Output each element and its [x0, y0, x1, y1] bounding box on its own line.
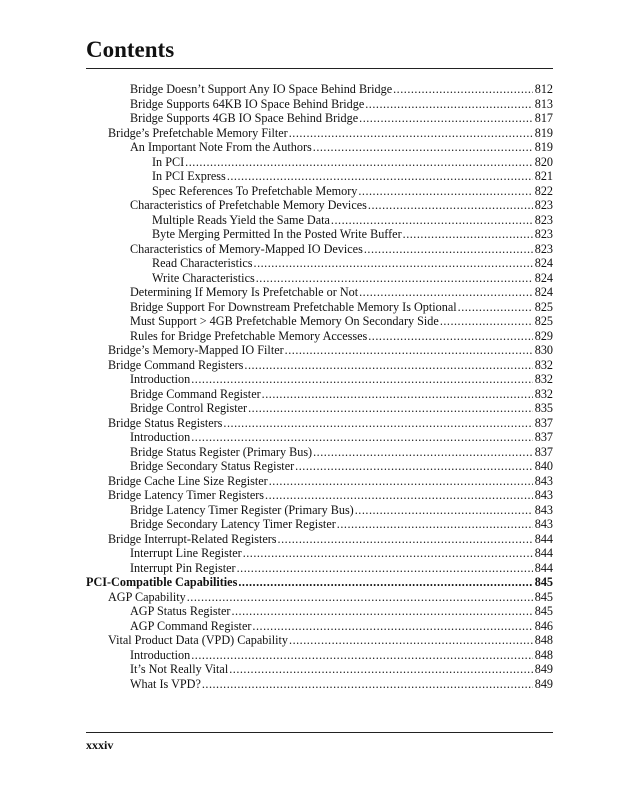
- toc-entry: [86, 271, 553, 286]
- dot-leader: [262, 387, 533, 402]
- dot-leader: [359, 111, 533, 126]
- dot-leader: [256, 271, 533, 286]
- toc-entry-page: 846: [534, 618, 553, 633]
- toc-entry-title: Characteristics of Prefetchable Memory Devices: [130, 198, 367, 212]
- toc-entry: [86, 372, 553, 387]
- dot-leader: [185, 155, 533, 170]
- toc-entry-title: Introduction: [130, 647, 191, 662]
- toc-entry: [86, 213, 553, 228]
- dot-leader: [252, 619, 532, 634]
- dot-leader: [364, 242, 533, 257]
- toc-entry: [86, 503, 553, 518]
- toc-entry-page: 823: [534, 227, 553, 241]
- dot-leader: [227, 169, 533, 184]
- toc-entry-page: 824: [534, 285, 553, 299]
- toc-entry: [86, 474, 553, 489]
- dot-leader: [368, 198, 533, 213]
- toc-entry-title: Bridge Status Registers: [108, 415, 223, 430]
- toc-entry-page: 830: [534, 343, 553, 357]
- dot-leader: [289, 126, 533, 141]
- toc-entry-title: Spec References To Prefetchable Memory: [152, 183, 358, 198]
- toc-entry: [86, 648, 553, 663]
- dot-leader: [202, 677, 533, 692]
- toc-entry-title: It’s Not Really Vital: [130, 662, 229, 676]
- toc-entry-page: 823: [534, 241, 553, 256]
- toc-entry-page: 823: [534, 212, 553, 227]
- dot-leader: [289, 633, 533, 648]
- toc-entry: [86, 619, 553, 634]
- toc-entry-page: 812: [534, 82, 553, 96]
- footer-rule: [86, 732, 553, 733]
- toc-entry-title: What Is VPD?: [130, 676, 201, 691]
- toc-entry: [86, 401, 553, 416]
- dot-leader: [191, 372, 532, 387]
- dot-leader: [393, 82, 533, 97]
- toc-entry-title: Vital Product Data (VPD) Capability: [108, 633, 289, 647]
- toc-entry-title: Bridge’s Prefetchable Memory Filter: [108, 125, 288, 140]
- dot-leader: [285, 343, 533, 358]
- toc-entry-title: Write Characteristics: [152, 270, 255, 285]
- toc-entry-title: An Important Note From the Authors: [130, 140, 312, 154]
- toc-entry: [86, 314, 553, 329]
- toc-entry: [86, 184, 553, 199]
- toc-entry: [86, 561, 553, 576]
- toc-entry: [86, 242, 553, 257]
- toc-entry: [86, 285, 553, 300]
- toc-entry: [86, 459, 553, 474]
- toc-entry-page: 845: [534, 575, 553, 589]
- toc-entry: [86, 532, 553, 547]
- toc-entry-page: 819: [534, 140, 553, 154]
- toc-entry-page: 825: [534, 299, 553, 314]
- toc-entry-page: 840: [534, 459, 553, 473]
- toc-entry-title: Characteristics of Memory-Mapped IO Devices: [130, 241, 363, 256]
- toc-entry-title: Bridge Latency Timer Register (Primary Bus): [130, 502, 354, 517]
- toc-entry: [86, 155, 553, 170]
- dot-leader: [359, 285, 533, 300]
- toc-entry: [86, 329, 553, 344]
- toc-entry-page: 843: [534, 517, 553, 531]
- dot-leader: [223, 416, 532, 431]
- toc-entry-title: Byte Merging Permitted In the Posted Write Buffer: [152, 227, 402, 241]
- toc-entry-title: Bridge’s Memory-Mapped IO Filter: [108, 343, 284, 357]
- toc-entry-page: 813: [534, 96, 553, 111]
- dot-leader: [331, 213, 533, 228]
- table-of-contents: [86, 82, 553, 691]
- toc-entry-title: Introduction: [130, 372, 191, 386]
- toc-entry-title: Rules for Bridge Prefetchable Memory Accesses: [130, 328, 368, 343]
- toc-entry: [86, 198, 553, 213]
- toc-entry: [86, 445, 553, 460]
- toc-entry-page: 835: [534, 401, 553, 415]
- dot-leader: [337, 517, 533, 532]
- toc-entry: [86, 575, 553, 590]
- toc-entry-page: 824: [534, 270, 553, 285]
- dot-leader: [368, 329, 532, 344]
- toc-entry: [86, 546, 553, 561]
- toc-entry-page: 822: [534, 183, 553, 198]
- dot-leader: [254, 256, 533, 271]
- toc-entry-page: 848: [534, 647, 553, 662]
- toc-entry: [86, 227, 553, 242]
- dot-leader: [358, 184, 532, 199]
- toc-entry-page: 843: [534, 488, 553, 502]
- toc-entry-page: 832: [534, 386, 553, 401]
- toc-entry: [86, 677, 553, 692]
- toc-entry-title: Bridge Command Registers: [108, 357, 244, 372]
- toc-entry: [86, 416, 553, 431]
- toc-entry: [86, 590, 553, 605]
- toc-entry: [86, 604, 553, 619]
- toc-entry-title: PCI-Compatible Capabilities: [86, 575, 238, 589]
- toc-entry: [86, 517, 553, 532]
- toc-entry-title: Must Support > 4GB Prefetchable Memory On Secondary Side: [130, 314, 439, 328]
- toc-entry-title: In PCI: [152, 154, 185, 169]
- toc-entry-title: Bridge Control Register: [130, 401, 248, 415]
- dot-leader: [440, 314, 533, 329]
- toc-entry-title: Multiple Reads Yield the Same Data: [152, 212, 330, 227]
- toc-entry-page: 832: [534, 372, 553, 386]
- dot-leader: [269, 474, 533, 489]
- toc-entry-title: Bridge Secondary Latency Timer Register: [130, 517, 336, 531]
- toc-entry-page: 821: [534, 169, 553, 183]
- dot-leader: [191, 648, 532, 663]
- dot-leader: [355, 503, 533, 518]
- toc-entry-page: 845: [534, 589, 553, 604]
- dot-leader: [313, 445, 533, 460]
- toc-entry: [86, 488, 553, 503]
- toc-entry-title: Bridge Status Register (Primary Bus): [130, 444, 313, 459]
- header-rule: [86, 68, 553, 69]
- dot-leader: [278, 532, 533, 547]
- toc-entry-title: Bridge Supports 4GB IO Space Behind Bridge: [130, 111, 359, 125]
- toc-entry-page: 823: [534, 198, 553, 212]
- toc-entry-page: 817: [534, 111, 553, 125]
- toc-entry-title: Bridge Supports 64KB IO Space Behind Bridge: [130, 96, 365, 111]
- page-title: Contents: [86, 37, 175, 62]
- toc-entry-title: Determining If Memory Is Prefetchable or Not: [130, 285, 359, 299]
- toc-entry-title: Bridge Cache Line Size Register: [108, 473, 268, 488]
- toc-entry: [86, 358, 553, 373]
- toc-entry-title: Introduction: [130, 430, 191, 444]
- toc-entry-title: AGP Command Register: [130, 618, 252, 633]
- dot-leader: [237, 561, 533, 576]
- dot-leader: [313, 140, 533, 155]
- dot-leader: [187, 590, 533, 605]
- toc-entry-page: 849: [534, 662, 553, 676]
- toc-entry: [86, 97, 553, 112]
- dot-leader: [248, 401, 533, 416]
- toc-entry: [86, 140, 553, 155]
- toc-entry-page: 829: [534, 328, 553, 343]
- toc-entry-page: 837: [534, 444, 553, 459]
- toc-entry-page: 824: [534, 256, 553, 270]
- dot-leader: [238, 575, 532, 590]
- dot-leader: [403, 227, 533, 242]
- dot-leader: [231, 604, 532, 619]
- toc-entry-title: Interrupt Line Register: [130, 546, 242, 560]
- toc-entry-page: 837: [534, 430, 553, 444]
- toc-entry-page: 825: [534, 314, 553, 328]
- toc-entry-title: Bridge Support For Downstream Prefetchable Memory Is Optional: [130, 299, 457, 314]
- toc-entry-page: 849: [534, 676, 553, 691]
- toc-entry: [86, 300, 553, 315]
- dot-leader: [191, 430, 532, 445]
- toc-entry-title: In PCI Express: [152, 169, 226, 183]
- toc-entry-page: 844: [534, 546, 553, 560]
- toc-entry-page: 820: [534, 154, 553, 169]
- toc-entry-page: 843: [534, 502, 553, 517]
- toc-entry: [86, 169, 553, 184]
- toc-entry-page: 845: [534, 604, 553, 618]
- toc-entry: [86, 387, 553, 402]
- toc-entry-title: AGP Capability: [108, 589, 186, 604]
- toc-entry-page: 819: [534, 125, 553, 140]
- toc-entry-title: Bridge Command Register: [130, 386, 261, 401]
- dot-leader: [244, 358, 532, 373]
- toc-entry: [86, 662, 553, 677]
- toc-entry: [86, 256, 553, 271]
- toc-entry-title: Bridge Interrupt-Related Registers: [108, 531, 277, 546]
- dot-leader: [365, 97, 532, 112]
- toc-entry: [86, 430, 553, 445]
- toc-entry: [86, 633, 553, 648]
- dot-leader: [458, 300, 533, 315]
- toc-entry-title: Bridge Doesn’t Support Any IO Space Behind Bridge: [130, 82, 393, 96]
- toc-entry-title: Read Characteristics: [152, 256, 253, 270]
- toc-entry-page: 843: [534, 473, 553, 488]
- toc-entry-title: Bridge Secondary Status Register: [130, 459, 295, 473]
- page-number: xxxiv: [86, 738, 114, 752]
- toc-entry-page: 832: [534, 357, 553, 372]
- toc-entry-title: AGP Status Register: [130, 604, 231, 618]
- toc-entry-title: Interrupt Pin Register: [130, 560, 236, 575]
- toc-entry-title: Bridge Latency Timer Registers: [108, 488, 265, 502]
- toc-entry: [86, 111, 553, 126]
- toc-entry: [86, 126, 553, 141]
- toc-entry-page: 848: [534, 633, 553, 647]
- toc-entry-page: 837: [534, 415, 553, 430]
- dot-leader: [229, 662, 532, 677]
- dot-leader: [295, 459, 533, 474]
- dot-leader: [243, 546, 533, 561]
- toc-entry: [86, 82, 553, 97]
- toc-entry: [86, 343, 553, 358]
- dot-leader: [265, 488, 533, 503]
- toc-entry-page: 844: [534, 531, 553, 546]
- toc-entry-page: 844: [534, 560, 553, 575]
